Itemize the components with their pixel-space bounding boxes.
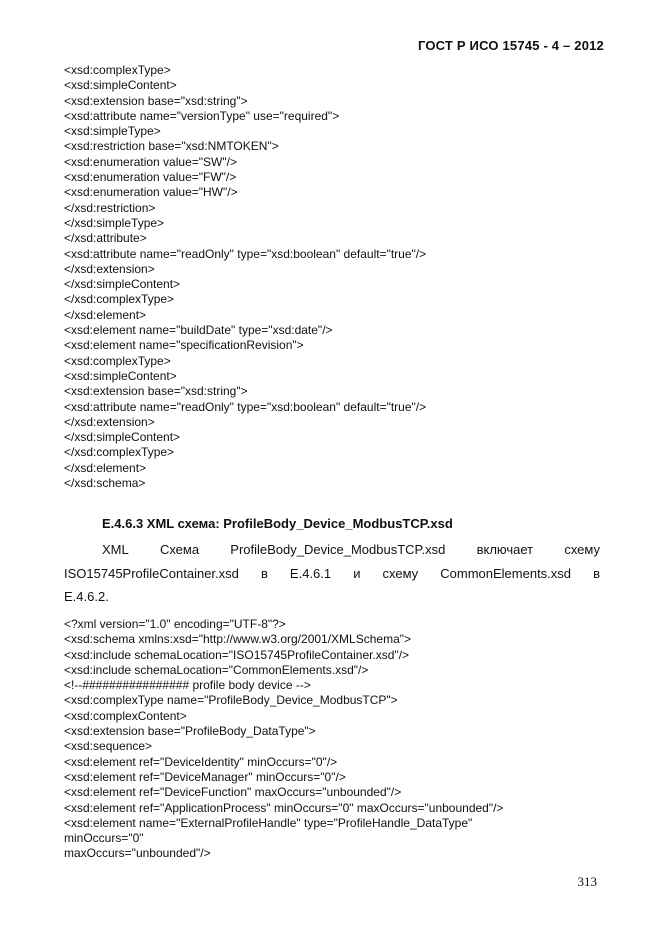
paragraph-word: схему [564,542,600,557]
code-line: <!--################ profile body device --> [64,678,311,693]
code-line: </xsd:attribute> [64,231,147,246]
code-line: </xsd:simpleContent> [64,277,181,292]
code-line: <xsd:element name="ExternalProfileHandle" type="ProfileHandle_DataType" [64,815,473,830]
code-line: <xsd:element name="specificationRevision"> [64,338,304,353]
code-line: <xsd:simpleContent> [64,78,177,93]
code-line: <xsd:attribute name="readOnly" type="xsd:boolean" default="true"/> [64,246,427,261]
code-line: <xsd:complexType name="ProfileBody_Device_ModbusTCP"> [64,693,398,708]
code-line: <xsd:enumeration value="FW"/> [64,170,237,185]
paragraph-word: и [353,565,361,581]
paragraph-line [64,538,600,562]
code-line: <xsd:complexType> [64,63,171,77]
code-line: </xsd:restriction> [64,200,156,215]
code-line: </xsd:extension> [64,261,155,276]
section-heading: E.4.6.3 XML схема: ProfileBody_Device_ModbusTCP.xsd [102,516,453,531]
code-line: <xsd:attribute name="versionType" use="required"> [64,108,340,123]
code-line: </xsd:element> [64,307,147,322]
paragraph-word: CommonElements.xsd [440,565,572,581]
code-line: minOccurs="0" [64,831,144,846]
paragraph-word: E.4.6.1 [289,565,332,581]
paragraph-word: включает [476,542,534,557]
paragraph-line [64,562,600,586]
code-line: <xsd:include schemaLocation="CommonElements.xsd"/> [64,662,369,677]
code-line: </xsd:extension> [64,414,155,429]
code-line: <xsd:simpleType> [64,124,161,139]
code-line: <xsd:element ref="DeviceIdentity" minOccurs="0"/> [64,754,338,769]
document-header: ГОСТ Р ИСО 15745 - 4 – 2012 [417,38,604,53]
code-line: <xsd:extension base="ProfileBody_DataType"> [64,724,316,739]
paragraph-word: Схема [159,542,200,557]
code-line: <xsd:include schemaLocation="ISO15745ProfileContainer.xsd"/> [64,647,410,662]
xsd-code-block-2 [64,617,604,862]
code-line: <xsd:sequence> [64,739,153,754]
paragraph-word: в [260,565,268,581]
paragraph-word: ProfileBody_Device_ModbusTCP.xsd [230,542,446,557]
code-line: </xsd:complexType> [64,292,175,307]
code-line: <xsd:enumeration value="HW"/> [64,185,238,200]
paragraph-word: схему [382,565,419,581]
code-line: </xsd:schema> [64,476,146,491]
code-line: <xsd:extension base="xsd:string"> [64,93,248,108]
paragraph-word: E.4.6.2. [64,589,109,604]
code-line: <xsd:simpleContent> [64,368,177,383]
code-line: <xsd:complexType> [64,353,171,368]
code-line: maxOccurs="unbounded"/> [64,846,211,861]
code-line: <?xml version="1.0" encoding="UTF-8"?> [64,617,286,631]
paragraph-word: ISO15745ProfileContainer.xsd [64,565,239,581]
code-line: <xsd:extension base="xsd:string"> [64,384,248,399]
page-number: 313 [577,874,597,889]
code-line: </xsd:simpleType> [64,215,165,230]
code-line: <xsd:element name="buildDate" type="xsd:date"/> [64,323,333,338]
code-line: <xsd:element ref="DeviceFunction" maxOccurs="unbounded"/> [64,785,402,800]
code-line: <xsd:attribute name="readOnly" type="xsd:boolean" default="true"/> [64,399,427,414]
code-line: <xsd:element ref="ApplicationProcess" minOccurs="0" maxOccurs="unbounded"/> [64,800,504,815]
code-line: <xsd:schema xmlns:xsd="http://www.w3.org/2001/XMLSchema"> [64,632,412,647]
xsd-code-block-1 [64,63,604,491]
code-line: <xsd:enumeration value="SW"/> [64,154,237,169]
paragraph-line [64,585,600,609]
code-line: </xsd:element> [64,460,147,475]
code-line: <xsd:restriction base="xsd:NMTOKEN"> [64,139,279,154]
paragraph-word: XML [102,542,129,557]
code-line: <xsd:element ref="DeviceManager" minOccurs="0"/> [64,769,346,784]
code-line: <xsd:complexContent> [64,708,187,723]
code-line: </xsd:complexType> [64,445,175,460]
paragraph-word: в [593,565,600,581]
section-paragraph [64,538,600,609]
code-line: </xsd:simpleContent> [64,430,181,445]
